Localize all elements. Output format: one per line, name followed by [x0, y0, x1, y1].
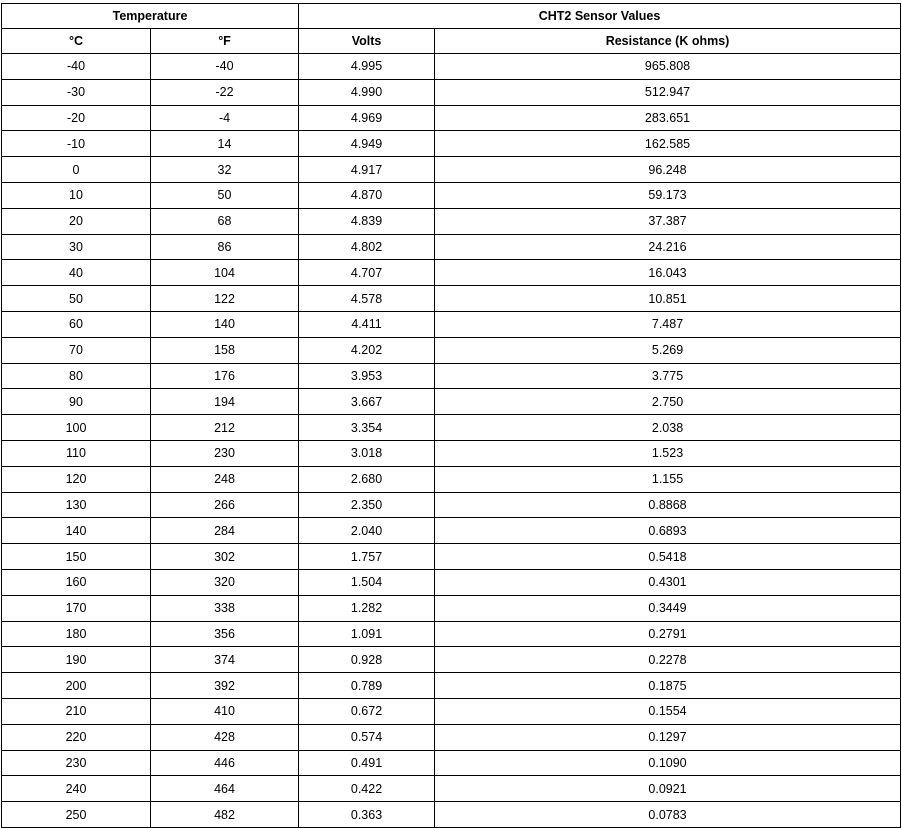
volts-cell: 4.802 [299, 234, 435, 260]
table-row [2, 673, 901, 699]
resistance-cell: 24.216 [435, 234, 901, 260]
fahrenheit-cell: 284 [151, 518, 299, 544]
resistance-cell: 0.8868 [435, 492, 901, 518]
fahrenheit-cell: 158 [151, 337, 299, 363]
resistance-cell: 0.4301 [435, 569, 901, 595]
fahrenheit-cell: 68 [151, 208, 299, 234]
resistance-cell: 0.1875 [435, 673, 901, 699]
table-row [2, 544, 901, 570]
fahrenheit-cell: -40 [151, 54, 299, 80]
celsius-cell: 230 [2, 750, 151, 776]
table-row [2, 363, 901, 389]
fahrenheit-cell: 446 [151, 750, 299, 776]
celsius-cell: 20 [2, 208, 151, 234]
table-body [2, 54, 901, 828]
volts-cell: 4.995 [299, 54, 435, 80]
volts-cell: 2.680 [299, 466, 435, 492]
resistance-cell: 0.3449 [435, 595, 901, 621]
table-row [2, 698, 901, 724]
table-row [2, 182, 901, 208]
celsius-cell: -20 [2, 105, 151, 131]
celsius-cell: -40 [2, 54, 151, 80]
celsius-cell: 60 [2, 311, 151, 337]
celsius-cell: 140 [2, 518, 151, 544]
table-row [2, 802, 901, 828]
volts-cell: 4.839 [299, 208, 435, 234]
celsius-cell: 160 [2, 569, 151, 595]
table-row [2, 595, 901, 621]
volts-cell: 4.707 [299, 260, 435, 286]
volts-cell: 4.870 [299, 182, 435, 208]
table-row [2, 466, 901, 492]
celsius-cell: 80 [2, 363, 151, 389]
resistance-cell: 1.155 [435, 466, 901, 492]
fahrenheit-cell: 86 [151, 234, 299, 260]
celsius-cell: 210 [2, 698, 151, 724]
cht2-sensor-table [1, 3, 901, 828]
table-row [2, 492, 901, 518]
resistance-cell: 0.0783 [435, 802, 901, 828]
celsius-cell: 30 [2, 234, 151, 260]
celsius-cell: 0 [2, 157, 151, 183]
fahrenheit-cell: 320 [151, 569, 299, 595]
volts-cell: 1.504 [299, 569, 435, 595]
volts-cell: 0.928 [299, 647, 435, 673]
volts-cell: 4.990 [299, 79, 435, 105]
volts-cell: 4.969 [299, 105, 435, 131]
celsius-cell: 120 [2, 466, 151, 492]
resistance-column-header: Resistance (K ohms) [435, 29, 901, 54]
resistance-cell: 59.173 [435, 182, 901, 208]
volts-cell: 4.578 [299, 286, 435, 312]
resistance-cell: 5.269 [435, 337, 901, 363]
volts-cell: 1.282 [299, 595, 435, 621]
temperature-group-header: Temperature [2, 4, 299, 29]
fahrenheit-cell: 212 [151, 415, 299, 441]
fahrenheit-column-header: °F [151, 29, 299, 54]
volts-cell: 0.491 [299, 750, 435, 776]
resistance-cell: 0.1297 [435, 724, 901, 750]
fahrenheit-cell: 392 [151, 673, 299, 699]
volts-cell: 2.350 [299, 492, 435, 518]
table-row [2, 621, 901, 647]
fahrenheit-cell: 140 [151, 311, 299, 337]
fahrenheit-cell: 464 [151, 776, 299, 802]
resistance-cell: 2.038 [435, 415, 901, 441]
fahrenheit-cell: 410 [151, 698, 299, 724]
resistance-cell: 0.5418 [435, 544, 901, 570]
group-header-row [2, 4, 901, 29]
table-row [2, 131, 901, 157]
fahrenheit-cell: -22 [151, 79, 299, 105]
fahrenheit-cell: 338 [151, 595, 299, 621]
volts-cell: 3.953 [299, 363, 435, 389]
resistance-cell: 0.6893 [435, 518, 901, 544]
fahrenheit-cell: 32 [151, 157, 299, 183]
resistance-cell: 1.523 [435, 440, 901, 466]
table-row [2, 105, 901, 131]
resistance-cell: 10.851 [435, 286, 901, 312]
volts-cell: 1.091 [299, 621, 435, 647]
celsius-cell: 10 [2, 182, 151, 208]
resistance-cell: 965.808 [435, 54, 901, 80]
celsius-cell: 110 [2, 440, 151, 466]
celsius-cell: 250 [2, 802, 151, 828]
table-row [2, 311, 901, 337]
celsius-cell: 240 [2, 776, 151, 802]
fahrenheit-cell: 356 [151, 621, 299, 647]
volts-cell: 2.040 [299, 518, 435, 544]
sensor-values-group-header: CHT2 Sensor Values [299, 4, 901, 29]
resistance-cell: 7.487 [435, 311, 901, 337]
celsius-cell: 170 [2, 595, 151, 621]
volts-cell: 3.018 [299, 440, 435, 466]
resistance-cell: 3.775 [435, 363, 901, 389]
celsius-cell: 40 [2, 260, 151, 286]
resistance-cell: 0.2791 [435, 621, 901, 647]
resistance-cell: 162.585 [435, 131, 901, 157]
resistance-cell: 283.651 [435, 105, 901, 131]
table-header [2, 4, 901, 54]
volts-cell: 0.672 [299, 698, 435, 724]
volts-cell: 4.917 [299, 157, 435, 183]
resistance-cell: 16.043 [435, 260, 901, 286]
resistance-cell: 0.0921 [435, 776, 901, 802]
celsius-cell: 220 [2, 724, 151, 750]
table-row [2, 79, 901, 105]
resistance-cell: 2.750 [435, 389, 901, 415]
celsius-cell: 200 [2, 673, 151, 699]
celsius-cell: 180 [2, 621, 151, 647]
fahrenheit-cell: 482 [151, 802, 299, 828]
fahrenheit-cell: 266 [151, 492, 299, 518]
volts-cell: 3.354 [299, 415, 435, 441]
fahrenheit-cell: 176 [151, 363, 299, 389]
fahrenheit-cell: -4 [151, 105, 299, 131]
resistance-cell: 512.947 [435, 79, 901, 105]
table-row [2, 54, 901, 80]
table-row [2, 157, 901, 183]
celsius-cell: 70 [2, 337, 151, 363]
resistance-cell: 37.387 [435, 208, 901, 234]
column-header-row [2, 29, 901, 54]
table-row [2, 286, 901, 312]
table-row [2, 569, 901, 595]
volts-cell: 0.789 [299, 673, 435, 699]
fahrenheit-cell: 302 [151, 544, 299, 570]
celsius-cell: 190 [2, 647, 151, 673]
volts-cell: 3.667 [299, 389, 435, 415]
resistance-cell: 96.248 [435, 157, 901, 183]
celsius-cell: 50 [2, 286, 151, 312]
table-row [2, 337, 901, 363]
celsius-cell: 100 [2, 415, 151, 441]
fahrenheit-cell: 230 [151, 440, 299, 466]
fahrenheit-cell: 14 [151, 131, 299, 157]
fahrenheit-cell: 374 [151, 647, 299, 673]
fahrenheit-cell: 104 [151, 260, 299, 286]
celsius-cell: -30 [2, 79, 151, 105]
table-row [2, 208, 901, 234]
celsius-cell: 150 [2, 544, 151, 570]
volts-cell: 0.422 [299, 776, 435, 802]
table-row [2, 647, 901, 673]
table-row [2, 440, 901, 466]
resistance-cell: 0.1554 [435, 698, 901, 724]
table-row [2, 724, 901, 750]
celsius-column-header: °C [2, 29, 151, 54]
fahrenheit-cell: 50 [151, 182, 299, 208]
volts-cell: 4.202 [299, 337, 435, 363]
resistance-cell: 0.2278 [435, 647, 901, 673]
table-row [2, 389, 901, 415]
volts-cell: 4.411 [299, 311, 435, 337]
fahrenheit-cell: 194 [151, 389, 299, 415]
celsius-cell: -10 [2, 131, 151, 157]
table-row [2, 234, 901, 260]
fahrenheit-cell: 428 [151, 724, 299, 750]
fahrenheit-cell: 122 [151, 286, 299, 312]
resistance-cell: 0.1090 [435, 750, 901, 776]
fahrenheit-cell: 248 [151, 466, 299, 492]
volts-column-header: Volts [299, 29, 435, 54]
celsius-cell: 130 [2, 492, 151, 518]
celsius-cell: 90 [2, 389, 151, 415]
volts-cell: 0.363 [299, 802, 435, 828]
table-row [2, 518, 901, 544]
volts-cell: 4.949 [299, 131, 435, 157]
table-row [2, 750, 901, 776]
table-row [2, 776, 901, 802]
volts-cell: 0.574 [299, 724, 435, 750]
table-row [2, 260, 901, 286]
table-row [2, 415, 901, 441]
volts-cell: 1.757 [299, 544, 435, 570]
